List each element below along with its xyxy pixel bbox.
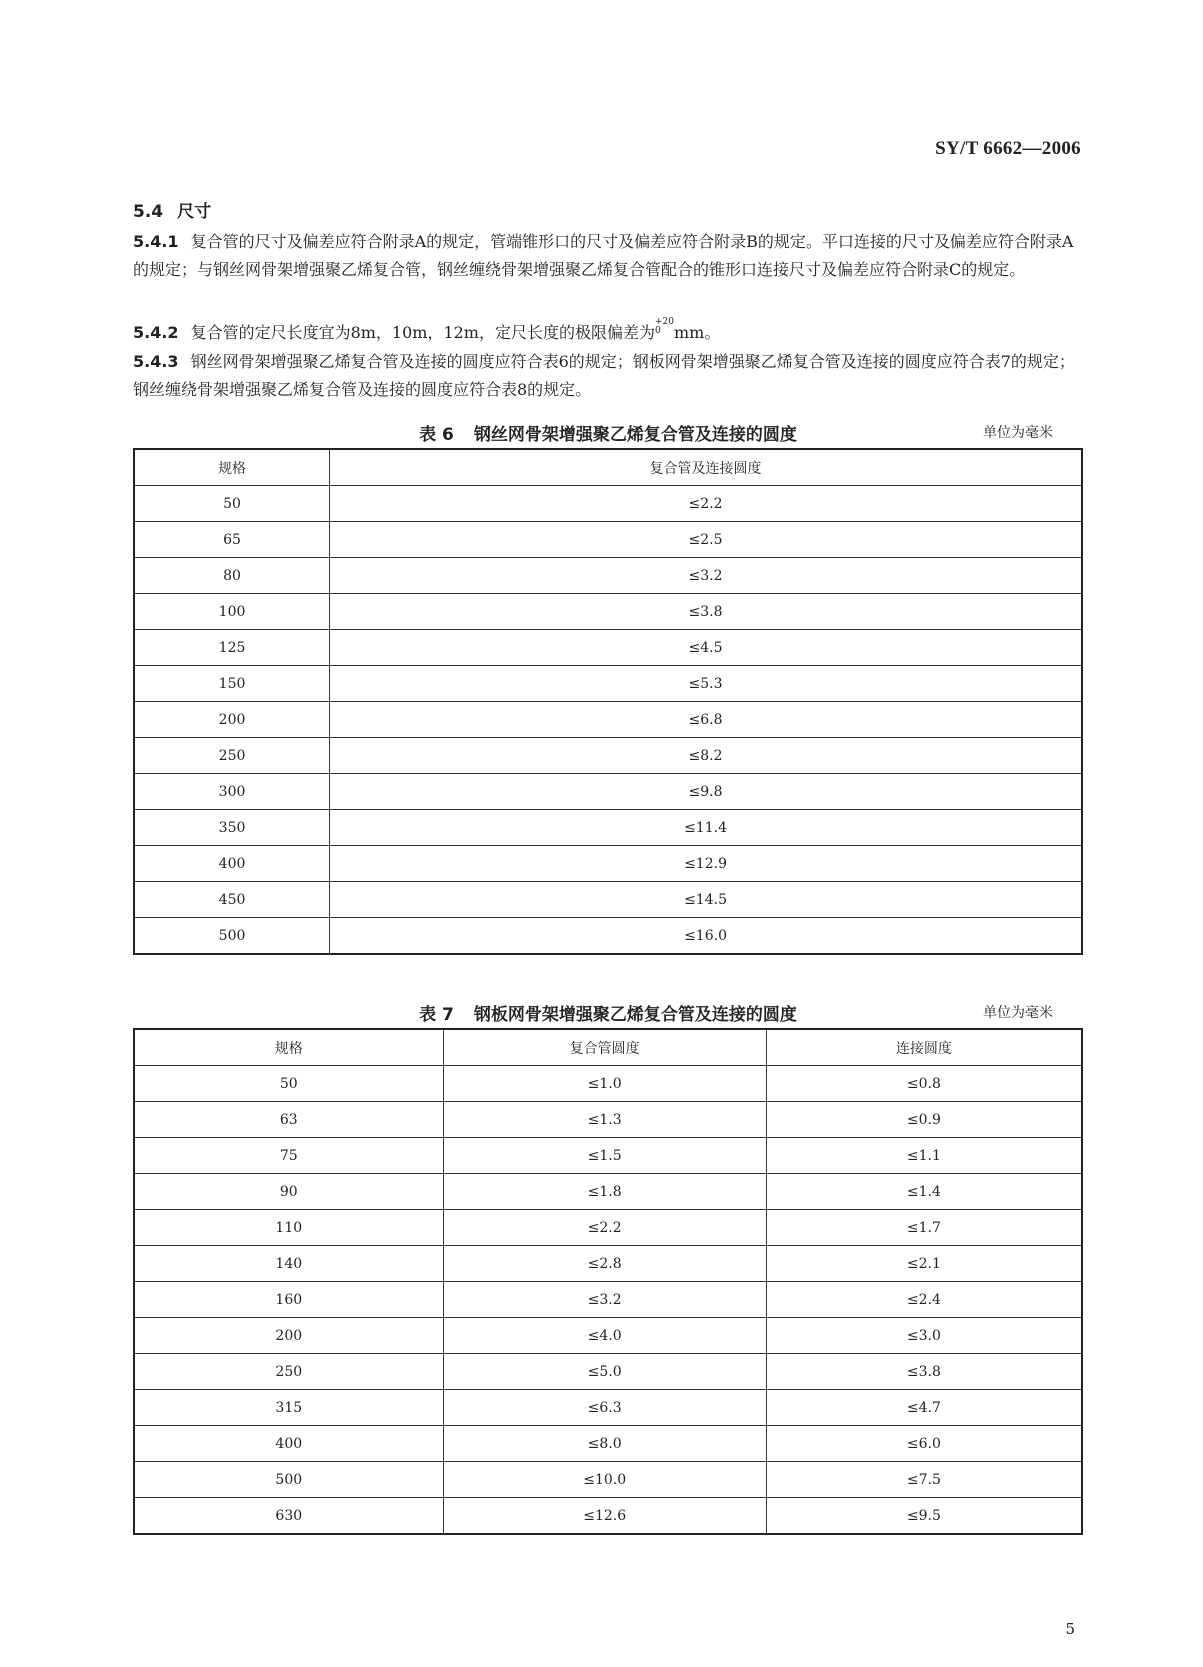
table-row xyxy=(134,738,1082,774)
table6-number: 表 6 xyxy=(419,425,454,445)
table-cell: ≤4.5 xyxy=(330,630,1082,666)
table-row xyxy=(134,1066,1082,1102)
clause-number: 5.4.2 xyxy=(133,323,179,342)
table-row xyxy=(134,810,1082,846)
table7-title: 钢板网骨架增强聚乙烯复合管及连接的圆度 xyxy=(473,1005,797,1025)
table-cell: 450 xyxy=(134,882,330,918)
table-cell: ≤1.3 xyxy=(443,1102,766,1138)
table6-title: 钢丝网骨架增强聚乙烯复合管及连接的圆度 xyxy=(473,425,797,445)
section-heading xyxy=(133,197,211,222)
table-cell: 630 xyxy=(134,1498,443,1535)
section-title: 尺寸 xyxy=(177,202,212,222)
table-cell: 50 xyxy=(134,486,330,522)
table-cell: 200 xyxy=(134,1318,443,1354)
table-row xyxy=(134,774,1082,810)
table-cell: ≤6.8 xyxy=(330,702,1082,738)
table-row xyxy=(134,666,1082,702)
table-row xyxy=(134,882,1082,918)
table-cell: ≤2.8 xyxy=(443,1246,766,1282)
table-cell: ≤3.2 xyxy=(443,1282,766,1318)
table-cell: ≤5.0 xyxy=(443,1354,766,1390)
table-cell: 250 xyxy=(134,738,330,774)
table-row xyxy=(134,1390,1082,1426)
tolerance-lower: 0 xyxy=(654,326,661,336)
table-cell: 100 xyxy=(134,594,330,630)
clause-number: 5.4.3 xyxy=(133,352,179,371)
table-cell: ≤3.0 xyxy=(766,1318,1082,1354)
table-cell: ≤9.5 xyxy=(766,1498,1082,1535)
table-cell: 160 xyxy=(134,1282,443,1318)
clause-text: 复合管的定尺长度宜为8m，10m，12m，定尺长度的极限偏差为 xyxy=(190,323,655,342)
table-cell: 315 xyxy=(134,1390,443,1426)
table-cell: 50 xyxy=(134,1066,443,1102)
table7-caption xyxy=(133,1000,1083,1026)
table-cell: ≤3.8 xyxy=(330,594,1082,630)
table6 xyxy=(133,448,1083,955)
page-number: 5 xyxy=(1065,1620,1075,1638)
table-cell: 250 xyxy=(134,1354,443,1390)
table-cell: ≤6.3 xyxy=(443,1390,766,1426)
table-row xyxy=(134,1282,1082,1318)
clause-5-4-2 xyxy=(133,318,1083,347)
tolerance-stack xyxy=(655,318,674,336)
table-cell: ≤8.2 xyxy=(330,738,1082,774)
table-cell: 80 xyxy=(134,558,330,594)
table-cell: ≤12.9 xyxy=(330,846,1082,882)
clause-5-4-1 xyxy=(133,228,1083,284)
table-cell: ≤16.0 xyxy=(330,918,1082,955)
table-cell: ≤10.0 xyxy=(443,1462,766,1498)
table-cell: ≤2.2 xyxy=(443,1210,766,1246)
column-header: 规格 xyxy=(134,449,330,486)
table-cell: ≤1.1 xyxy=(766,1138,1082,1174)
table-cell: 500 xyxy=(134,918,330,955)
table-cell: ≤6.0 xyxy=(766,1426,1082,1462)
table-cell: ≤5.3 xyxy=(330,666,1082,702)
column-header: 规格 xyxy=(134,1029,443,1066)
table-cell: 90 xyxy=(134,1174,443,1210)
table-cell: ≤1.7 xyxy=(766,1210,1082,1246)
table-row xyxy=(134,1174,1082,1210)
table7 xyxy=(133,1028,1083,1535)
table-row xyxy=(134,1138,1082,1174)
table-row xyxy=(134,1498,1082,1535)
column-header: 连接圆度 xyxy=(766,1029,1082,1066)
table-row xyxy=(134,558,1082,594)
table-cell: ≤0.8 xyxy=(766,1066,1082,1102)
table-cell: 300 xyxy=(134,774,330,810)
table-cell: 400 xyxy=(134,1426,443,1462)
table6-header-row xyxy=(134,449,1082,486)
table-cell: 400 xyxy=(134,846,330,882)
table-cell: 200 xyxy=(134,702,330,738)
table-row xyxy=(134,1246,1082,1282)
table-cell: ≤14.5 xyxy=(330,882,1082,918)
table-row xyxy=(134,1210,1082,1246)
clause-5-4-3 xyxy=(133,348,1083,404)
tolerance-upper: +20 xyxy=(654,317,674,327)
table-cell: ≤12.6 xyxy=(443,1498,766,1535)
table-cell: 63 xyxy=(134,1102,443,1138)
table-cell: ≤9.8 xyxy=(330,774,1082,810)
section-number: 5.4 xyxy=(133,202,164,222)
table-cell: 75 xyxy=(134,1138,443,1174)
table-cell: 110 xyxy=(134,1210,443,1246)
table-row xyxy=(134,1102,1082,1138)
table-cell: ≤4.7 xyxy=(766,1390,1082,1426)
table-cell: ≤3.2 xyxy=(330,558,1082,594)
clause-text: 钢丝网骨架增强聚乙烯复合管及连接的圆度应符合表6的规定；钢板网骨架增强聚乙烯复合管及连接的圆度应符合表7的规定；钢丝缠绕骨架增强聚乙烯复合管及连接的圆度应符合表8的规定。 xyxy=(133,352,1075,399)
table6-unit: 单位为毫米 xyxy=(983,425,1053,441)
table6-caption xyxy=(133,420,1083,446)
table-row xyxy=(134,594,1082,630)
table-row xyxy=(134,702,1082,738)
table-cell: ≤3.8 xyxy=(766,1354,1082,1390)
clause-number: 5.4.1 xyxy=(133,232,179,251)
table-cell: ≤1.0 xyxy=(443,1066,766,1102)
table-cell: ≤0.9 xyxy=(766,1102,1082,1138)
table-cell: ≤2.1 xyxy=(766,1246,1082,1282)
table-row xyxy=(134,522,1082,558)
table-cell: ≤1.5 xyxy=(443,1138,766,1174)
table-row xyxy=(134,486,1082,522)
clause-text: 复合管的尺寸及偏差应符合附录A的规定，管端锥形口的尺寸及偏差应符合附录B的规定。平口连接的尺寸及偏差应符合附录A的规定；与钢丝网骨架增强聚乙烯复合管，钢丝缠绕骨架增强聚乙烯复合管配合的锥形口连接尺寸及偏差应符合附录C的规定。 xyxy=(133,232,1074,279)
clause-text-unit: mm。 xyxy=(673,323,721,342)
column-header: 复合管及连接圆度 xyxy=(330,449,1082,486)
table-cell: 150 xyxy=(134,666,330,702)
table-cell: ≤2.2 xyxy=(330,486,1082,522)
table-cell: 500 xyxy=(134,1462,443,1498)
table-row xyxy=(134,1426,1082,1462)
table-cell: ≤1.4 xyxy=(766,1174,1082,1210)
table-cell: ≤2.5 xyxy=(330,522,1082,558)
table-cell: ≤7.5 xyxy=(766,1462,1082,1498)
table7-header-row xyxy=(134,1029,1082,1066)
table-cell: ≤2.4 xyxy=(766,1282,1082,1318)
column-header: 复合管圆度 xyxy=(443,1029,766,1066)
table-cell: ≤4.0 xyxy=(443,1318,766,1354)
table-cell: 350 xyxy=(134,810,330,846)
table7-number: 表 7 xyxy=(419,1005,454,1025)
table-cell: ≤8.0 xyxy=(443,1426,766,1462)
table-cell: 125 xyxy=(134,630,330,666)
table-row xyxy=(134,846,1082,882)
table7-unit: 单位为毫米 xyxy=(983,1005,1053,1021)
table-row xyxy=(134,1354,1082,1390)
table-cell: 140 xyxy=(134,1246,443,1282)
table-row xyxy=(134,630,1082,666)
table-cell: ≤1.8 xyxy=(443,1174,766,1210)
table-cell: ≤11.4 xyxy=(330,810,1082,846)
table-row xyxy=(134,1462,1082,1498)
table-row xyxy=(134,1318,1082,1354)
standard-code: SY/T 6662—2006 xyxy=(935,138,1081,159)
table-row xyxy=(134,918,1082,955)
table-cell: 65 xyxy=(134,522,330,558)
